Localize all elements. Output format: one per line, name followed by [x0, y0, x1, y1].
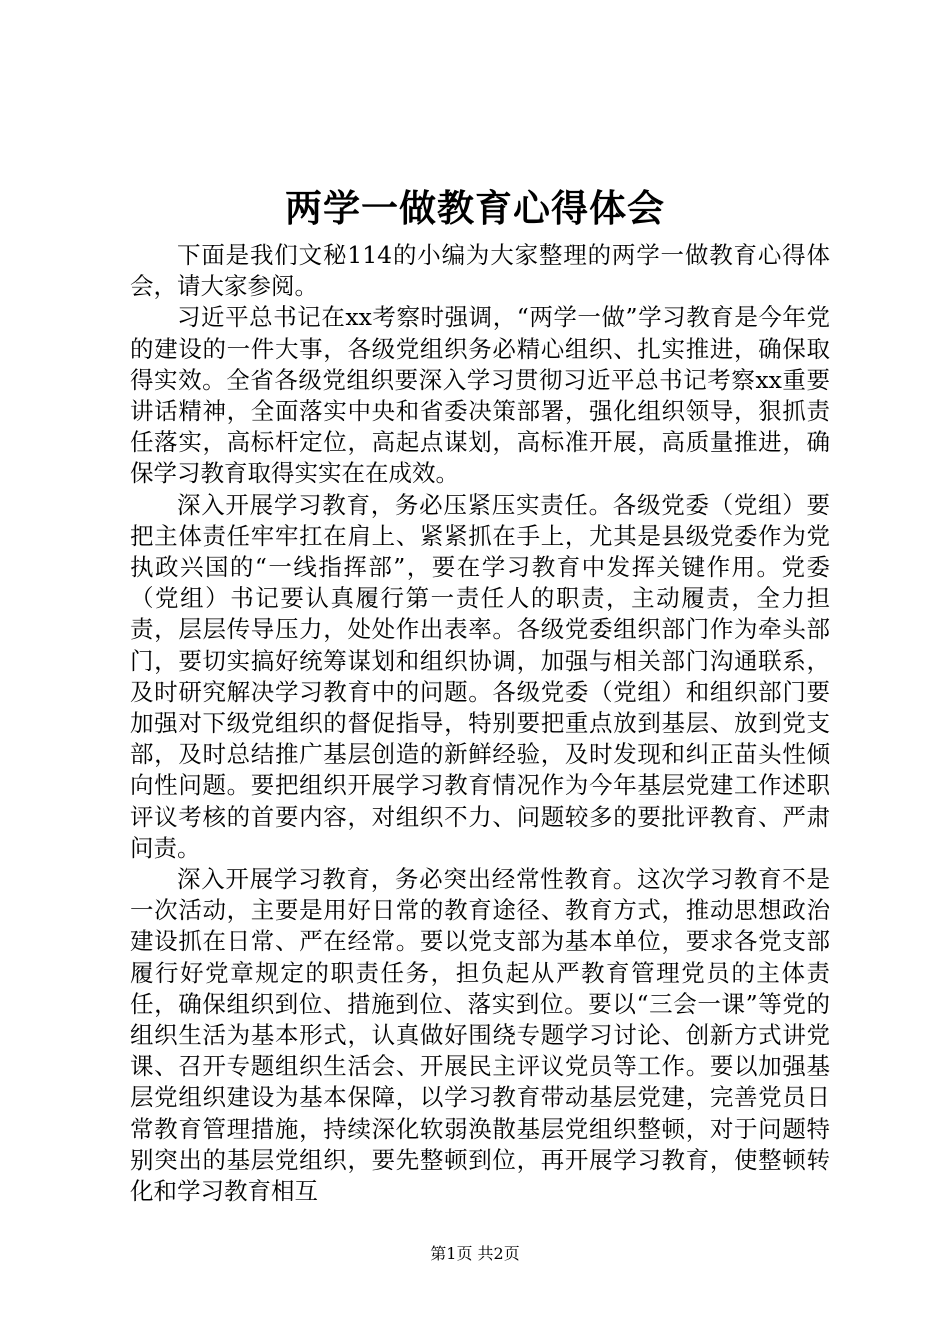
document-body — [130, 240, 830, 1207]
paragraph-regular-education: 深入开展学习教育，务必突出经常性教育。这次学习教育不是一次活动，主要是用好日常的教育途径、教育方式，推动思想政治建设抓在日常、严在经常。要以党支部为基本单位，要求各党支部履行好党章规定的职责任务，担负起从严教育管理党员的主体责任，确保组织到位、措施到位、落实到位。要以“三会一课”等党的组织生活为基本形式，认真做好围绕专题学习讨论、创新方式讲党课、召开专题组织生活会、开展民主评议党员等工作。要以加强基层党组织建设为基本保障，以学习教育带动基层党建，完善党员日常教育管理措施，持续深化软弱涣散基层党组织整顿，对于问题特别突出的基层党组织，要先整顿到位，再开展学习教育，使整顿转化和学习教育相互 — [130, 865, 830, 1206]
paragraph-responsibility: 深入开展学习教育，务必压紧压实责任。各级党委（党组）要把主体责任牢牢扛在肩上、紧紧抓在手上，尤其是县级党委作为党执政兴国的“一线指挥部”，要在学习教育中发挥关键作用。党委（党组）书记要认真履行第一责任人的职责，主动履责，全力担责，层层传导压力，处处作出表率。各级党委组织部门作为牵头部门，要切实搞好统筹谋划和组织协调，加强与相关部门沟通联系，及时研究解决学习教育中的问题。各级党委（党组）和组织部门要加强对下级党组织的督促指导，特别要把重点放到基层、放到党支部，及时总结推广基层创造的新鲜经验，及时发现和纠正苗头性倾向性问题。要把组织开展学习教育情况作为今年基层党建工作述职评议考核的首要内容，对组织不力、问题较多的要批评教育、严肃问责。 — [130, 490, 830, 862]
paragraph-intro: 下面是我们文秘114的小编为大家整理的两学一做教育心得体会，请大家参阅。 — [130, 241, 830, 301]
paragraph-speech: 习近平总书记在xx考察时强调，“两学一做”学习教育是今年党的建设的一件大事，各级党组织务必精心组织、扎实推进，确保取得实效。全省各级党组织要深入学习贯彻习近平总书记考察xx重要讲话精神，全面落实中央和省委决策部署，强化组织领导，狠抓责任落实，高标杆定位，高起点谋划，高标准开展，高质量推进，确保学习教育取得实实在在成效。 — [130, 303, 830, 488]
page-number-footer: 第1页 共2页 — [430, 1244, 520, 1263]
document-title: 两学一做教育心得体会 — [285, 186, 665, 230]
